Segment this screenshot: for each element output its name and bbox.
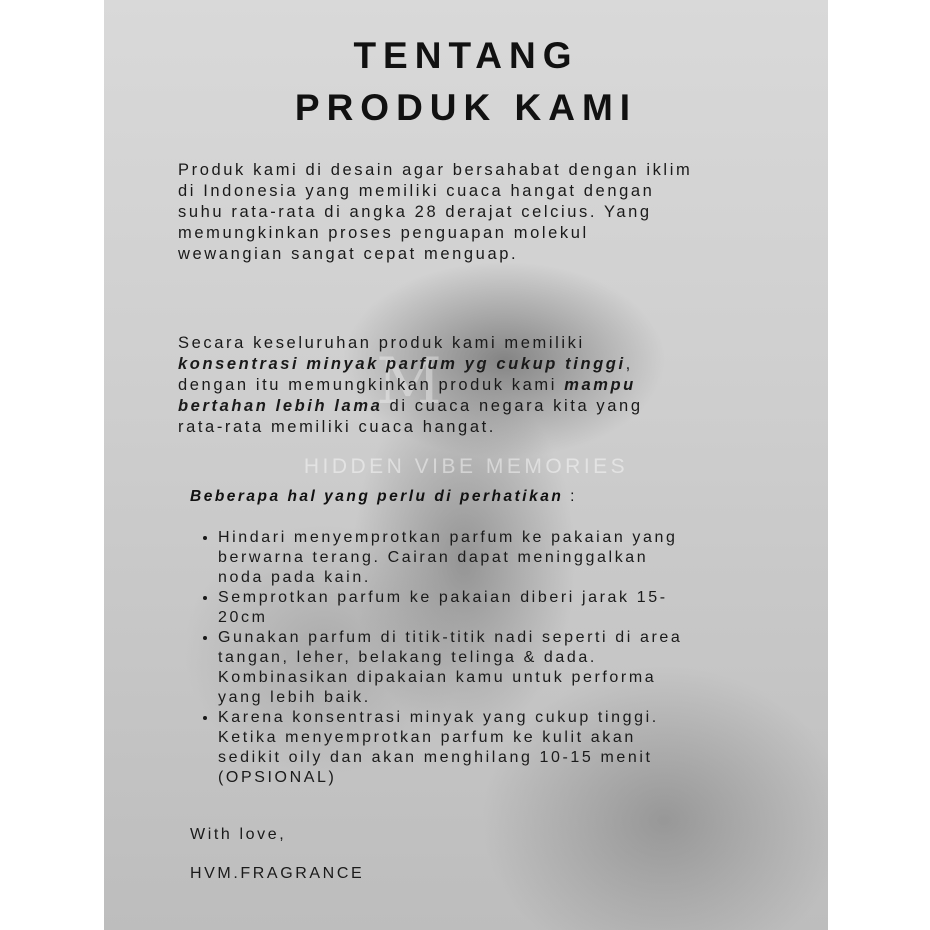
list-item-line: Ketika menyemprotkan parfum ke kulit akan <box>218 729 636 746</box>
notes-list <box>200 528 778 788</box>
emphasis-text: konsentrasi minyak parfum yg cukup tinggi <box>178 355 626 373</box>
concentration-line <box>178 375 643 396</box>
list-item-line: noda pada kain. <box>218 569 371 586</box>
list-item-line: tangan, leher, belakang telinga & dada. <box>218 649 597 666</box>
concentration-line: Secara keseluruhan produk kami memiliki <box>178 334 585 352</box>
list-item <box>218 528 778 588</box>
concentration-paragraph <box>178 333 643 438</box>
intro-line: memungkinkan proses penguapan molekul <box>178 224 589 242</box>
list-item-line: 20cm <box>218 609 268 626</box>
plain-text: , <box>625 355 633 373</box>
intro-line: di Indonesia yang memiliki cuaca hangat dengan <box>178 182 655 200</box>
signature-brand: HVM.FRAGRANCE <box>190 865 365 882</box>
document-page <box>104 0 828 930</box>
intro-paragraph <box>178 160 692 265</box>
list-item-line: (OPSIONAL) <box>218 769 337 786</box>
list-item <box>218 588 778 628</box>
notes-heading-tail: : <box>563 488 577 505</box>
concentration-line <box>178 354 643 375</box>
page-title <box>104 30 828 134</box>
intro-line: wewangian sangat cepat menguap. <box>178 245 519 263</box>
notes-heading-text: Beberapa hal yang perlu di perhatikan <box>190 488 564 505</box>
list-item-line: berwarna terang. Cairan dapat meninggalkan <box>218 549 649 566</box>
concentration-line: rata-rata memiliki cuaca hangat. <box>178 418 496 436</box>
list-item-line: Kombinasikan dipakaian kamu untuk performa <box>218 669 657 686</box>
emphasis-text: mampu <box>564 376 636 394</box>
list-item <box>218 708 778 788</box>
list-item-line: yang lebih baik. <box>218 689 371 706</box>
plain-text: di cuaca negara kita yang <box>382 397 643 415</box>
title-line-1: TENTANG <box>353 35 579 76</box>
list-item-line: sedikit oily dan akan menghilang 10-15 menit <box>218 749 653 766</box>
list-item-line: • Hindari menyemprotkan parfum ke pakaian yang <box>218 529 678 546</box>
list-item-line: • Gunakan parfum di titik-titik nadi seperti di area <box>218 629 683 646</box>
signature-closing: With love, <box>190 826 287 843</box>
list-item-line: • Karena konsentrasi minyak yang cukup tinggi. <box>218 709 659 726</box>
intro-line: suhu rata-rata di angka 28 derajat celcius. Yang <box>178 203 652 221</box>
emphasis-text: bertahan lebih lama <box>178 397 383 415</box>
list-item-line: • Semprotkan parfum ke pakaian diberi jarak 15- <box>218 589 668 606</box>
title-line-2: PRODUK KAMI <box>294 87 638 128</box>
watermark-logo: M <box>376 345 442 419</box>
concentration-line <box>178 396 643 417</box>
list-item <box>218 628 778 708</box>
plain-text: dengan itu memungkinkan produk kami <box>178 376 565 394</box>
notes-heading <box>190 488 577 506</box>
intro-line: Produk kami di desain agar bersahabat dengan iklim <box>178 161 693 179</box>
watermark-text: HIDDEN VIBE MEMORIES <box>303 455 629 478</box>
